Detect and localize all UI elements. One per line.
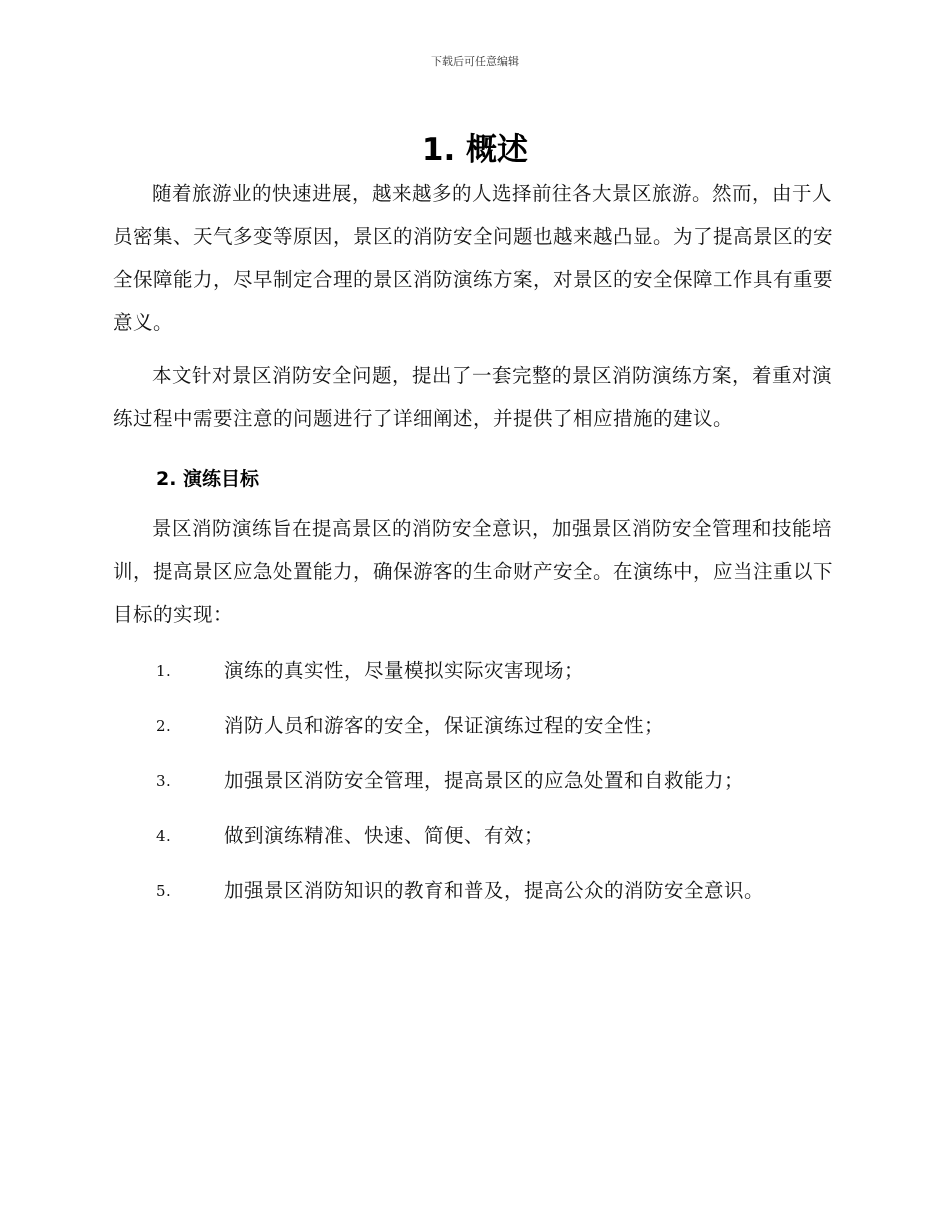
goal-number: 2. xyxy=(156,717,172,735)
goal-list-item xyxy=(113,656,837,711)
goal-list-item xyxy=(113,766,837,821)
section-title-overview: 1. 概述 xyxy=(421,132,529,168)
goal-text: 做到演练精准、快速、简便、有效； xyxy=(224,824,545,847)
document-body xyxy=(113,128,837,931)
overview-paragraph-2: 本文针对景区消防安全问题，提出了一套完整的景区消防演练方案，着重对演练过程中需要注意的问题进行了详细阐述，并提供了相应措施的建议。 xyxy=(113,364,833,430)
goal-number: 5. xyxy=(156,882,172,900)
goal-list xyxy=(113,656,837,931)
goal-number: 3. xyxy=(156,772,172,790)
overview-paragraph-1: 随着旅游业的快速进展，越来越多的人选择前往各大景区旅游。然而，由于人员密集、天气多变等原因，景区的消防安全问题也越来越凸显。为了提高景区的安全保障能力，尽早制定合理的景区消防演练方案，对景区的安全保障工作具有重要意义。 xyxy=(113,182,834,334)
goal-text: 消防人员和游客的安全，保证演练过程的安全性； xyxy=(224,714,665,737)
goal-list-item xyxy=(113,821,837,876)
goal-number: 1. xyxy=(156,662,172,680)
goal-text: 演练的真实性，尽量模拟实际灾害现场； xyxy=(224,659,585,682)
goal-text: 加强景区消防安全管理，提高景区的应急处置和自救能力； xyxy=(224,769,745,792)
goals-intro-paragraph: 景区消防演练旨在提高景区的消防安全意识，加强景区消防安全管理和技能培训，提高景区应急处置能力，确保游客的生命财产安全。在演练中，应当注重以下目标的实现： xyxy=(113,517,834,626)
goal-list-item xyxy=(113,876,837,931)
goal-text: 加强景区消防知识的教育和普及，提高公众的消防安全意识。 xyxy=(224,879,765,902)
goal-number: 4. xyxy=(156,827,172,845)
goal-list-item xyxy=(113,711,837,766)
page-header-note: 下载后可任意编辑 xyxy=(431,55,519,68)
section-title-goals: 2. 演练目标 xyxy=(156,468,260,490)
